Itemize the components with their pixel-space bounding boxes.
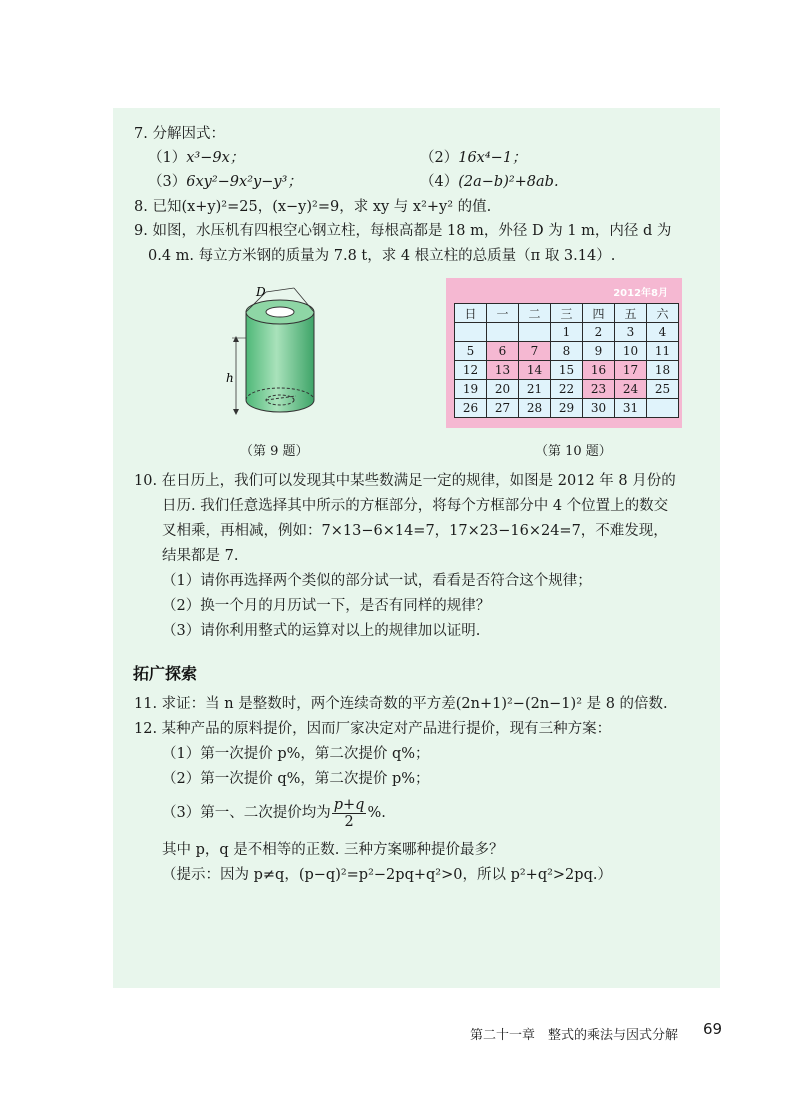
section-heading: 拓广探索 (133, 664, 198, 683)
label-D: D (256, 285, 266, 299)
label-h: h (226, 371, 234, 385)
calendar-week-row (455, 323, 679, 342)
q7-part1: （1）x³−9x； (148, 150, 245, 166)
calendar-day-cell: 12 (455, 361, 487, 380)
q12-sub3: （3）第一、二次提价均为 $\frac{p+q}{2}$ %. (162, 796, 386, 830)
calendar-header-cell: 五 (615, 304, 647, 323)
calendar-day-cell: 17 (615, 361, 647, 380)
figure9-caption: （第 9 题） (240, 444, 309, 459)
q12-line1: 12. 某种产品的原料提价，因而厂家决定对产品进行提价，现有三种方案： (134, 721, 612, 737)
q10-line1: 10. 在日历上，我们可以发现其中某些数满足一定的规律，如图是 2012 年 8 月份的 (134, 473, 676, 489)
calendar-day-cell: 3 (615, 323, 647, 342)
q9-line1: 9. 如图，水压机有四根空心钢立柱，每根高都是 18 m，外径 D 为 1 m，内径 d 为 (134, 223, 672, 239)
calendar-day-cell: 18 (647, 361, 679, 380)
cylinder-figure (208, 278, 338, 436)
calendar-header-cell: 四 (583, 304, 615, 323)
calendar-title: 2012年8月 (613, 288, 668, 299)
calendar-week-row (455, 380, 679, 399)
calendar-day-cell: 24 (615, 380, 647, 399)
q10-sub1: （1）请你再选择两个类似的部分试一试，看看是否符合这个规律； (162, 573, 592, 589)
calendar-day-cell (487, 323, 519, 342)
q7-part4: （4）(2a−b)²+8ab. (420, 174, 559, 190)
calendar-day-cell: 30 (583, 399, 615, 418)
calendar-day-cell: 28 (519, 399, 551, 418)
calendar-day-cell: 11 (647, 342, 679, 361)
q12-sub1: （1）第一次提价 p%，第二次提价 q%； (162, 746, 430, 762)
q7-title: 7. 分解因式： (134, 126, 225, 142)
fraction: $\frac{p+q}{2}$ (333, 796, 365, 830)
calendar-grid (454, 303, 679, 418)
q7-part2: （2）16x⁴−1； (420, 150, 527, 166)
calendar-day-cell: 2 (583, 323, 615, 342)
calendar-day-cell: 15 (551, 361, 583, 380)
q11-text: 11. 求证：当 n 是整数时，两个连续奇数的平方差(2n+1)²−(2n−1)² 是 8 的倍数. (134, 696, 668, 712)
q12-sub2: （2）第一次提价 q%，第二次提价 p%； (162, 771, 430, 787)
calendar-day-cell (519, 323, 551, 342)
calendar-day-cell: 31 (615, 399, 647, 418)
calendar-week-row (455, 342, 679, 361)
calendar-day-cell: 29 (551, 399, 583, 418)
calendar-header-cell: 日 (455, 304, 487, 323)
calendar-day-cell (455, 323, 487, 342)
q9-line2: 0.4 m. 每立方米钢的质量为 7.8 t，求 4 根立柱的总质量（π 取 3.14）. (148, 248, 616, 264)
calendar-day-cell: 9 (583, 342, 615, 361)
q8-text: 8. 已知(x+y)²=25，(x−y)²=9，求 xy 与 x²+y² 的值. (134, 199, 492, 215)
q10-line3: 叉相乘，再相减，例如：7×13−6×14=7，17×23−16×24=7，不难发现， (162, 523, 668, 539)
calendar-day-cell: 14 (519, 361, 551, 380)
calendar-header-cell: 一 (487, 304, 519, 323)
calendar-figure (446, 278, 682, 428)
calendar-day-cell: 4 (647, 323, 679, 342)
calendar-day-cell: 26 (455, 399, 487, 418)
calendar-day-cell: 16 (583, 361, 615, 380)
calendar-day-cell: 20 (487, 380, 519, 399)
calendar-week-row (455, 361, 679, 380)
chapter-footer: 第二十一章 整式的乘法与因式分解 (470, 1028, 679, 1043)
calendar-day-cell: 25 (647, 380, 679, 399)
calendar-day-cell: 7 (519, 342, 551, 361)
calendar-header-cell: 二 (519, 304, 551, 323)
calendar-day-cell: 5 (455, 342, 487, 361)
q10-line4: 结果都是 7. (162, 548, 239, 564)
page-number: 69 (703, 1020, 723, 1038)
calendar-day-cell (647, 399, 679, 418)
calendar-day-cell: 19 (455, 380, 487, 399)
figure10-caption: （第 10 题） (535, 444, 612, 459)
calendar-day-cell: 8 (551, 342, 583, 361)
calendar-day-cell: 10 (615, 342, 647, 361)
calendar-header-cell: 三 (551, 304, 583, 323)
q10-line2: 日历. 我们任意选择其中所示的方框部分，将每个方框部分中 4 个位置上的数交 (162, 498, 669, 514)
q7-part3: （3）6xy²−9x²y−y³； (148, 174, 302, 190)
q12-hint: （提示：因为 p≠q，(p−q)²=p²−2pq+q²>0，所以 p²+q²>2pq.） (162, 867, 612, 883)
calendar-day-cell: 23 (583, 380, 615, 399)
calendar-day-cell: 21 (519, 380, 551, 399)
calendar-day-cell: 1 (551, 323, 583, 342)
calendar-day-cell: 27 (487, 399, 519, 418)
q10-sub3: （3）请你利用整式的运算对以上的规律加以证明. (162, 623, 481, 639)
q12-question: 其中 p，q 是不相等的正数. 三种方案哪种提价最多？ (162, 842, 504, 858)
calendar-day-cell: 6 (487, 342, 519, 361)
calendar-header-cell: 六 (647, 304, 679, 323)
calendar-week-row (455, 399, 679, 418)
calendar-day-cell: 22 (551, 380, 583, 399)
q10-sub2: （2）换一个月的月历试一下，是否有同样的规律？ (162, 598, 491, 614)
calendar-day-cell: 13 (487, 361, 519, 380)
